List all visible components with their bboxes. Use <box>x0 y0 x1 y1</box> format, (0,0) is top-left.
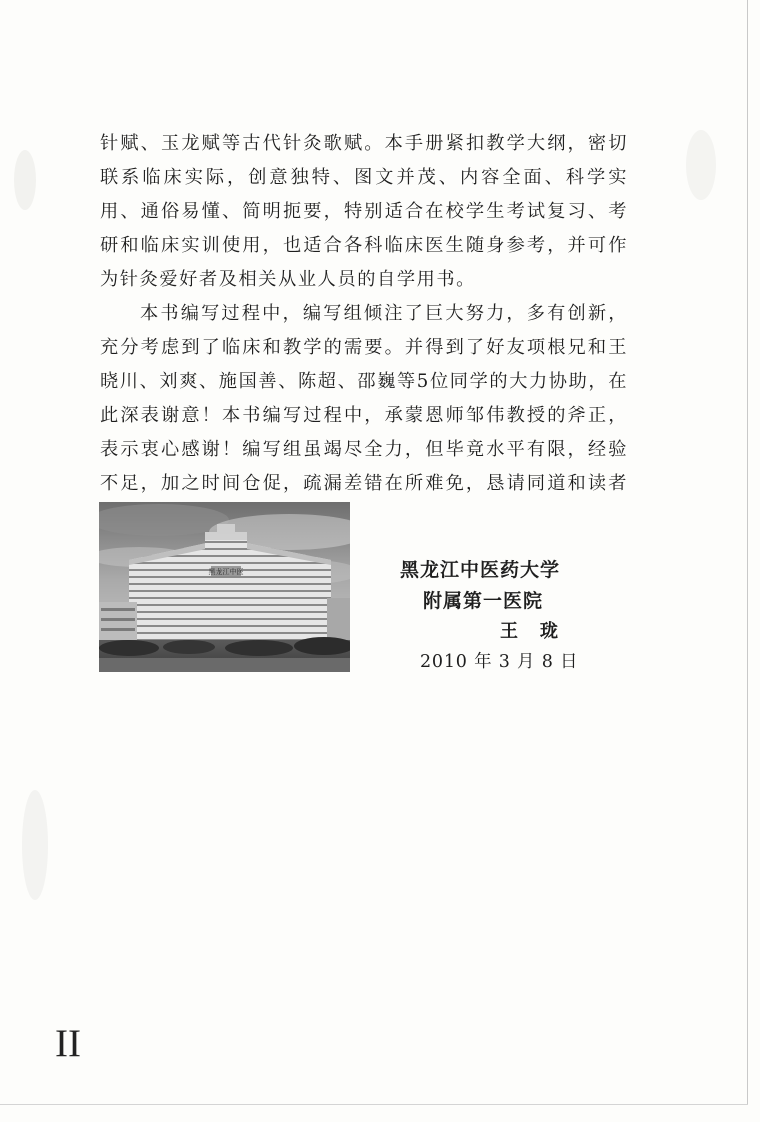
signature-date: 2010 年 3 月 8 日 <box>420 652 579 672</box>
hospital-sign-text: 黑龙江中医 <box>208 568 244 576</box>
signature-institution: 黑龙江中医药大学 <box>400 559 561 581</box>
paper-speckle <box>686 130 716 200</box>
paper-speckle <box>14 150 36 210</box>
signature-block <box>396 556 586 676</box>
hospital-photo <box>99 502 350 672</box>
signature-author: 王珑 <box>500 621 580 642</box>
page-edge-bottom <box>0 1104 748 1105</box>
signature-department: 附属第一医院 <box>423 590 544 612</box>
page-edge-right <box>747 0 748 1105</box>
preface-body <box>100 127 628 535</box>
paragraph-acknowledgement: 本书编写过程中，编写组倾注了巨大努力，多有创新，充分考虑到了临床和教学的需要。并得到了好友项根兄和王晓川、刘爽、施国善、陈超、邵巍等5位同学的大力协助，在此深表谢意！本书编写过程中，承蒙恩师邹伟教授的斧正，表示衷心感谢！编写组虽竭尽全力，但毕竟水平有限，经验不足，加之时间仓促，疏漏差错在所难免，恳请同道和读者 <box>100 303 628 494</box>
paper-speckle <box>22 790 48 900</box>
paragraph-continued: 针赋、玉龙赋等古代针灸歌赋。本手册紧扣教学大纲，密切联系临床实际，创意独特、图文并茂、内容全面、科学实用、通俗易懂、简明扼要，特别适合在校学生考试复习、考研和临床实训使用，也适合各科临床医生随身参考，并可作为针灸爱好者及相关从业人员的自学用书。 <box>100 133 628 290</box>
page-number: II <box>55 1022 81 1065</box>
